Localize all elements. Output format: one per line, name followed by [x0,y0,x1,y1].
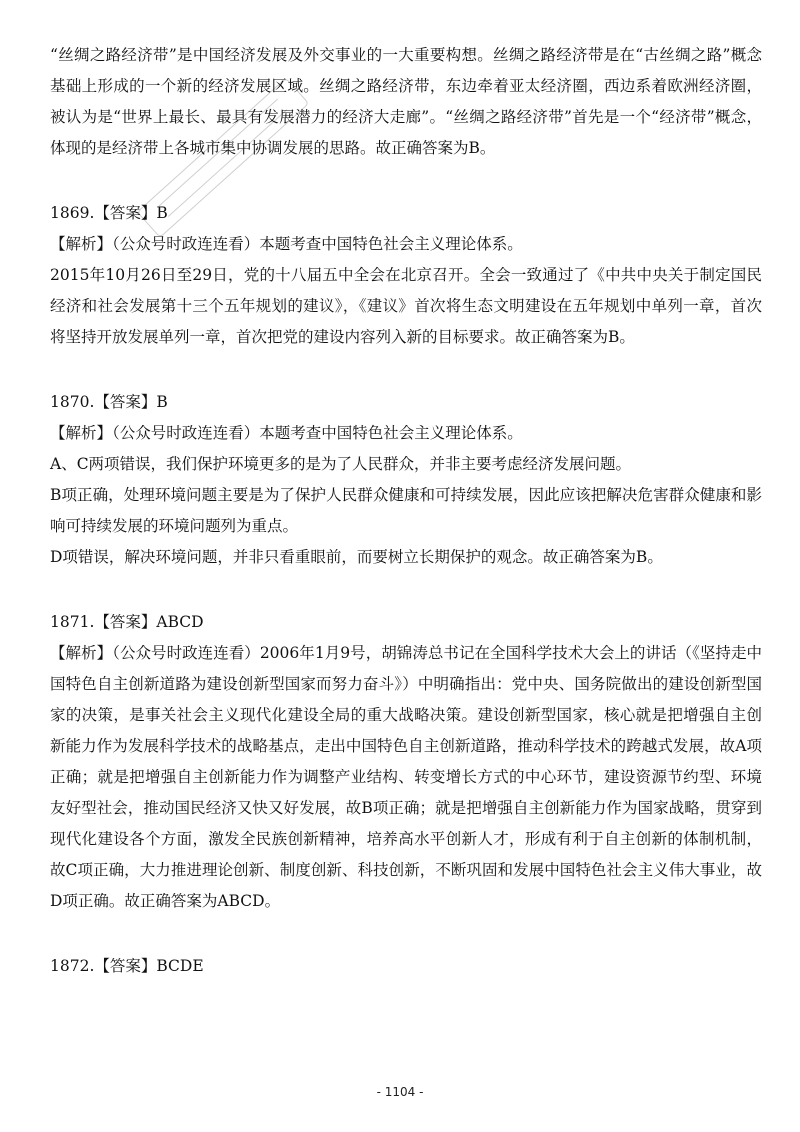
answer-1869: 1869.【答案】B [50,204,168,222]
answer-1872: 1872.【答案】BCDE [50,957,204,975]
answer-1871: 1871.【答案】ABCD [50,613,204,631]
analysis-1870-header: 【解析】（公众号时政连连看）本题考查中国特色社会主义理论体系。 [50,424,523,442]
analysis-1871-body: 【解析】（公众号时政连连看）2006年1月9号，胡锦涛总书记在全国科学技术大会上的讲话（《坚持走中国特色自主创新道路为建设创新型国家而努力奋斗》）中明确指出：党中央、国务院做出的建设创新型国家的决策，是事关社会主义现代化建设全局的重大战略决策。建设创新型国家，核心就是把增强自主创新能力作为发展科学技术的战略基点，走出中国特色自主创新道路，推动科学技术的跨越式发展，故A项正确；就是把增强自主创新能力作为调整产业结构、转变增长方式的中心环节，建设资源节约型、环境友好型社会，推动国民经济又快又好发展，故B项正确；就是把增强自主创新能力作为国家战略，贯穿到现代化建设各个方面，激发全民族创新精神，培养高水平创新人才，形成有利于自主创新的体制机制，故C项正确，大力推进理论创新、制度创新、科技创新，不断巩固和发展中国特色社会主义伟大事业，故D项正确。故正确答案为ABCD。 [50,644,762,910]
paragraph-intro: “丝绸之路经济带”是中国经济发展及外交事业的一大重要构想。丝绸之路经济带是在“古丝绸之路”概念基础上形成的一个新的经济发展区域。丝绸之路经济带，东边牵着亚太经济圈，西边系着欧洲经济圈，被认为是“世界上最长、最具有发展潜力的经济大走廊”。“丝绸之路经济带”首先是一个“经济带”概念，体现的是经济带上各城市集中协调发展的思路。故正确答案为B。 [50,46,762,157]
page-number: - 1104 - [376,1085,424,1099]
document-page [50,40,762,982]
analysis-1870-ac: A、C两项错误，我们保护环境更多的是为了人民群众，并非主要考虑经济发展问题。 [50,455,632,473]
analysis-1869-header: 【解析】（公众号时政连连看）本题考查中国特色社会主义理论体系。 [50,235,523,253]
answer-1870: 1870.【答案】B [50,393,168,411]
analysis-1869-body: 2015年10月26日至29日，党的十八届五中全会在北京召开。全会一致通过了《中共中央关于制定国民经济和社会发展第十三个五年规划的建议》，《建议》首次将生态文明建设在五年规划中单列一章，首次将坚持开放发展单列一章，首次把党的建设内容列入新的目标要求。故正确答案为B。 [50,266,762,346]
analysis-1870-d: D项错误，解决环境问题，并非只看重眼前，而要树立长期保护的观念。故正确答案为B。 [50,548,663,566]
analysis-1870-b: B项正确，处理环境问题主要是为了保护人民群众健康和可持续发展，因此应该把解决危害群众健康和影响可持续发展的环境问题列为重点。 [50,486,762,535]
